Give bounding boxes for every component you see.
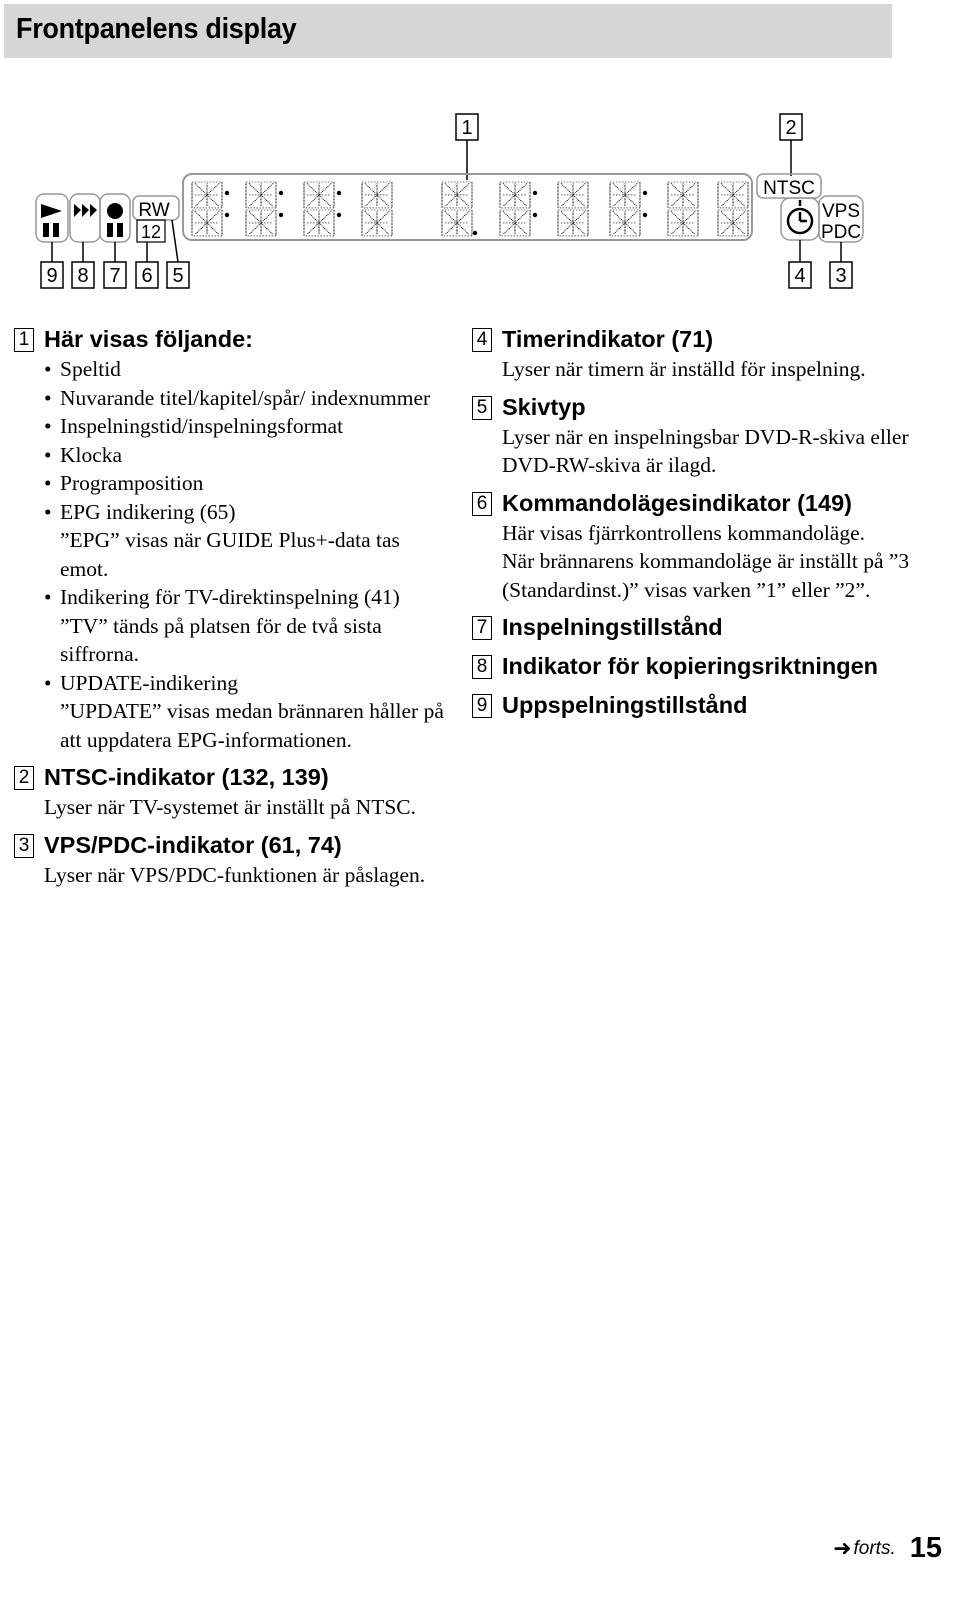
copy-direction-indicator [70,194,100,242]
svg-text:7: 7 [109,265,121,287]
callout-3 [830,242,852,288]
segment-digit [668,210,698,236]
bullet-item [44,498,444,584]
legend-item [14,322,444,754]
item-heading: Kommandolägesindikator (149) [502,489,852,516]
arrow-right-icon: ➜ [833,1535,852,1561]
item-description: När brännarens kommandoläge är inställt på ”3 (Standardinst.)” visas varken ”1” eller ”2”. [502,549,910,602]
segment-digit [192,210,222,236]
segment-digit [246,182,276,208]
legend-item [472,688,912,721]
segment-digit [610,210,640,236]
colon-dot [533,191,537,195]
bullet-item [44,583,444,669]
item-description: Lyser när TV-systemet är inställt på NTSC. [44,795,417,819]
title-bar [4,4,892,58]
segment-digit [304,182,334,208]
item-description: Här visas fjärrkontrollens kommandoläge. [502,520,866,545]
vps-pdc-indicator [819,196,863,243]
legend-item [472,486,912,605]
bullet-text: Speltid [60,357,121,381]
item-number-box: 2 [14,766,34,790]
continued-label: forts. [853,1537,896,1559]
item-number-box: 7 [472,616,492,640]
item-heading: Skivtyp [502,393,586,420]
item-heading: Indikator för kopieringsriktningen [502,653,879,679]
ntsc-indicator [757,174,821,199]
right-column [472,322,912,727]
svg-text:6: 6 [141,265,153,287]
callout-2 [780,114,802,176]
segment-digit [718,210,748,236]
bullet-item [44,384,444,413]
bullet-item [44,669,444,755]
callout-6 [136,242,158,288]
item-heading: VPS/PDC-indikator (61, 74) [44,831,342,858]
bullet-icon: • [44,471,52,495]
bullet-subtext: ”UPDATE” visas medan brännaren håller på att uppdatera EPG-informationen. [60,699,444,752]
bullet-item [44,355,444,384]
decimal-dot [473,231,477,235]
bullet-subtext: ”TV” tänds på platsen för de två sista siffrorna. [60,613,382,666]
segment-digit [718,182,748,208]
front-panel-diagram [0,100,960,300]
svg-text:8: 8 [77,265,89,287]
colon-dot [533,213,537,217]
segment-digit [558,210,588,236]
legend-item [14,828,444,890]
svg-text:5: 5 [172,265,184,287]
bullet-item [44,441,444,470]
svg-text:12: 12 [140,222,162,242]
colon-dot [643,191,647,195]
segment-digit [442,210,472,236]
item-number-box: 1 [14,328,34,352]
callout-8 [72,242,94,288]
bullet-icon: • [44,385,52,410]
item-description: Lyser när VPS/PDC-funktionen är påslagen. [44,862,426,887]
colon-dot [279,213,283,217]
callout-4 [789,240,811,288]
segment-digit [500,210,530,236]
segment-digit [362,182,392,208]
colon-dot [337,213,341,217]
segment-digit [304,210,334,236]
page-footer [833,1532,942,1565]
disc-type-indicator [133,196,179,221]
item-number-box: 3 [14,834,34,858]
colon-dot [337,191,341,195]
legend-item [472,390,912,480]
legend-item [472,610,912,643]
item-number-box: 4 [472,328,492,352]
colon-dot [643,213,647,217]
item-heading: Inspelningstillstånd [502,614,723,640]
colon-dot [225,191,229,195]
svg-text:PDC: PDC [820,222,862,243]
playback-indicator [36,194,68,242]
bullet-icon: • [44,670,52,695]
segment-digit [500,182,530,208]
segment-digit [668,182,698,208]
item-number-box: 6 [472,492,492,516]
bullet-icon: • [44,414,52,438]
segment-digit [246,210,276,236]
bullet-subtext: ”EPG” visas när GUIDE Plus+-data tas emot. [60,528,400,581]
timer-indicator [781,198,819,240]
item-number-box: 9 [472,694,492,718]
colon-dot [279,191,283,195]
bullet-text: Klocka [60,442,123,467]
svg-text:9: 9 [46,265,58,287]
item-heading: NTSC-indikator (132, 139) [44,764,329,790]
item-number-box: 5 [472,396,492,420]
item-description: Lyser när timern är inställd för inspelning. [502,357,866,381]
bullet-item [44,469,444,498]
item-heading: Uppspelningstillstånd [502,692,748,718]
callout-9 [41,242,63,288]
page-title: Frontpanelens display [16,13,297,45]
bullet-list [44,355,444,754]
item-heading: Timerindikator (71) [502,326,714,352]
svg-text:1: 1 [461,117,473,139]
bullet-text: Inspelningstid/inspelningsformat [60,414,344,438]
bullet-text: EPG indikering (65) [60,499,236,524]
recording-indicator [100,194,130,242]
bullet-text: Nuvarande titel/kapitel/spår/ indexnummer [60,385,431,410]
segment-digit [442,182,472,208]
bullet-text: Indikering för TV-direktinspelning (41) [60,585,400,609]
bullet-icon: • [44,357,52,381]
callout-7 [104,242,126,288]
callout-1 [456,114,478,180]
legend-item [14,760,444,822]
svg-text:NTSC: NTSC [763,178,815,199]
svg-text:VPS: VPS [821,201,861,222]
legend-item [472,649,912,682]
svg-text:RW: RW [138,200,170,221]
bullet-item [44,412,444,441]
segment-digit [610,182,640,208]
segment-digit [362,210,392,236]
callout-5 [167,220,189,288]
bullet-icon: • [44,442,52,467]
svg-text:3: 3 [835,265,847,287]
svg-text:4: 4 [794,265,806,287]
item-description: Lyser när en inspelningsbar DVD-R-skiva eller DVD-RW-skiva är ilagd. [502,424,909,477]
legend-item [472,322,912,384]
left-column [14,322,444,895]
page-number: 15 [909,1532,942,1564]
segment-digit [558,182,588,208]
bullet-icon: • [44,499,52,524]
segment-digits [192,182,748,236]
item-heading: Här visas följande: [44,326,253,352]
svg-text:2: 2 [785,117,797,139]
bullet-text: UPDATE-indikering [60,670,238,695]
colon-dot [225,213,229,217]
command-mode-indicator [137,220,165,242]
item-number-box: 8 [472,655,492,679]
segment-digit [192,182,222,208]
bullet-icon: • [44,585,52,609]
bullet-text: Programposition [60,471,204,495]
